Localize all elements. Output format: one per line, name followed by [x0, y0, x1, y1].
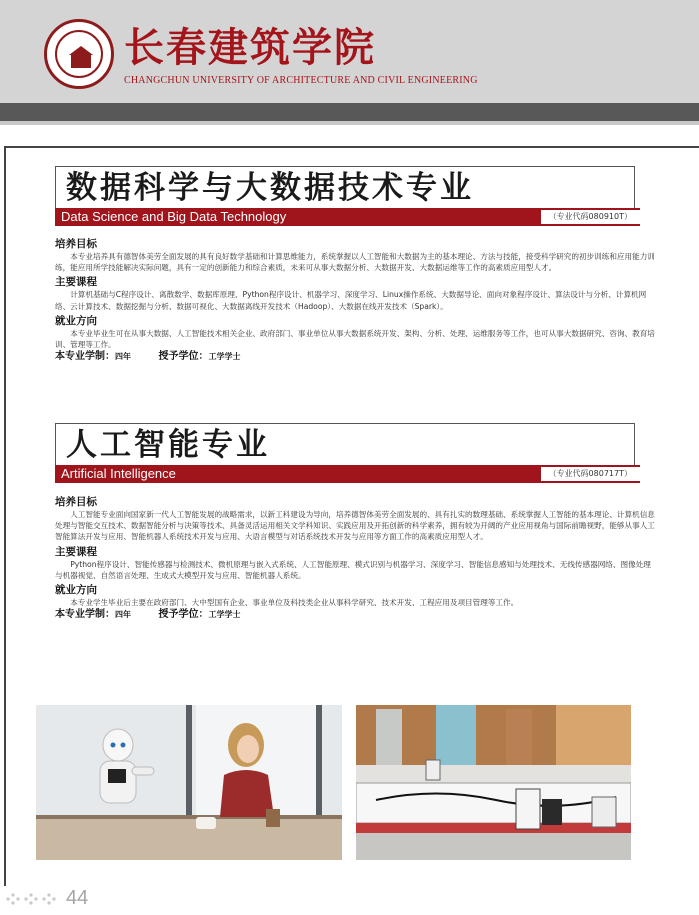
page-frame-top — [4, 146, 699, 148]
section-title-en: Data Science and Big Data Technology — [61, 209, 287, 224]
goal-text: 本专业培养具有德智体美劳全面发展的具有良好数学基础和计算思维能力，系统掌握以人工智能和大数据为主的基本理论、方法与技能，接受科学研究的初步训练和应用能力训练，能应用所学技能解决实际问题，具有一定的创新能力和综合素质，未来可从事大数据分析、大数据开发、大数据运维等工作的高素质应用型人才。 — [55, 252, 655, 273]
title-box — [55, 166, 635, 208]
courses-heading: 主要课程 — [55, 276, 97, 289]
title-bar — [55, 208, 640, 226]
duration-value: 四年 — [115, 610, 131, 620]
section-body-data-science — [55, 237, 655, 364]
degree-value: 工学学士 — [208, 352, 241, 362]
degree-label: 授予学位： — [158, 351, 209, 363]
university-name-cn: 长春建筑学院 — [124, 24, 376, 71]
section-title-data-science — [55, 166, 640, 228]
header-light-strip — [0, 121, 699, 125]
section-body-ai — [55, 495, 655, 622]
seal-building — [71, 54, 91, 68]
section-title-en: Artificial Intelligence — [61, 466, 176, 481]
duration-label: 本专业学制： — [55, 351, 115, 363]
career-heading: 就业方向 — [55, 314, 97, 327]
section-title-cn: 人工智能专业 — [66, 427, 270, 463]
page-frame-left — [4, 146, 6, 886]
university-name-en: CHANGCHUN UNIVERSITY OF ARCHITECTURE AND CIVIL ENGINEERING — [124, 75, 478, 86]
duration-value: 四年 — [115, 352, 131, 362]
university-seal-icon — [44, 19, 114, 89]
courses-text: Python程序设计、智能传感器与检测技术、微机原理与嵌入式系统、人工智能原理、模式识别与机器学习、深度学习、智能信息感知与处理技术、无线传感器网络、图像处理与机器视觉、自然语言处理、生成式大模型开发与应用、智能机器人系统。 — [55, 559, 651, 580]
section-title-cn: 数据科学与大数据技术专业 — [66, 170, 474, 206]
title-box — [55, 423, 635, 465]
decorative-dots-icon — [4, 890, 60, 908]
major-code: （专业代码080717T） — [541, 467, 640, 481]
major-code: （专业代码080910T） — [541, 210, 640, 224]
duration-degree-line — [55, 350, 655, 364]
career-heading: 就业方向 — [55, 584, 97, 597]
goal-text: 人工智能专业面向国家新一代人工智能发展的战略需求，以新工科建设为导向，培养德智体美劳全面发展的、具有扎实的数理基础、系统掌握人工智能的基本理论、计算机信息处理与智能交互技术、数据智能分析与决策等技术、具备灵活运用相关文学科知识、实践应用及开拓创新的科学素养，拥有较为开阔的产业应用视角与国际前瞻视野，能够从事人工智能算法开发与应用、智能机器人系统技术开发与应用、大语言模型与对话系统技术开发与应用等方面工作的高素质应用型人才。 — [55, 510, 655, 542]
courses-text: 计算机基础与C程序设计、离散数学、数据库原理、Python程序设计、机器学习、深度学习、Linux操作系统、大数据导论、面向对象程序设计、算法设计与分析、计算机网络、云计算技术、数据挖掘与分析、数据可视化、大数据离线开发技术（Hadoop）、大数据在线开发技术（Spark）。 — [55, 290, 647, 311]
courses-heading: 主要课程 — [55, 545, 97, 558]
goal-heading: 培养目标 — [55, 238, 97, 250]
header-dark-strip — [0, 103, 699, 121]
robot-lab-photo — [356, 705, 631, 860]
page-number: 44 — [66, 887, 89, 909]
goal-heading: 培养目标 — [55, 496, 97, 508]
degree-label: 授予学位： — [158, 609, 209, 621]
title-bar — [55, 465, 640, 483]
section-title-ai — [55, 423, 640, 485]
career-text: 本专业毕业生可在从事大数据、人工智能技术相关企业、政府部门、事业单位从事大数据系统开发、架构、分析、处理、运维服务等工作，也可从事大数据研究、咨询、教育培训、管理等工作。 — [55, 328, 655, 350]
duration-degree-line — [55, 608, 655, 622]
career-text: 本专业学生毕业后主要在政府部门、大中型国有企业、事业单位及科技类企业从事科学研究、技术开发、工程应用及项目管理等工作。 — [70, 598, 519, 608]
seal-inner-ring — [55, 30, 103, 78]
robot-photo — [36, 705, 342, 860]
duration-label: 本专业学制： — [55, 609, 115, 621]
degree-value: 工学学士 — [208, 610, 241, 620]
